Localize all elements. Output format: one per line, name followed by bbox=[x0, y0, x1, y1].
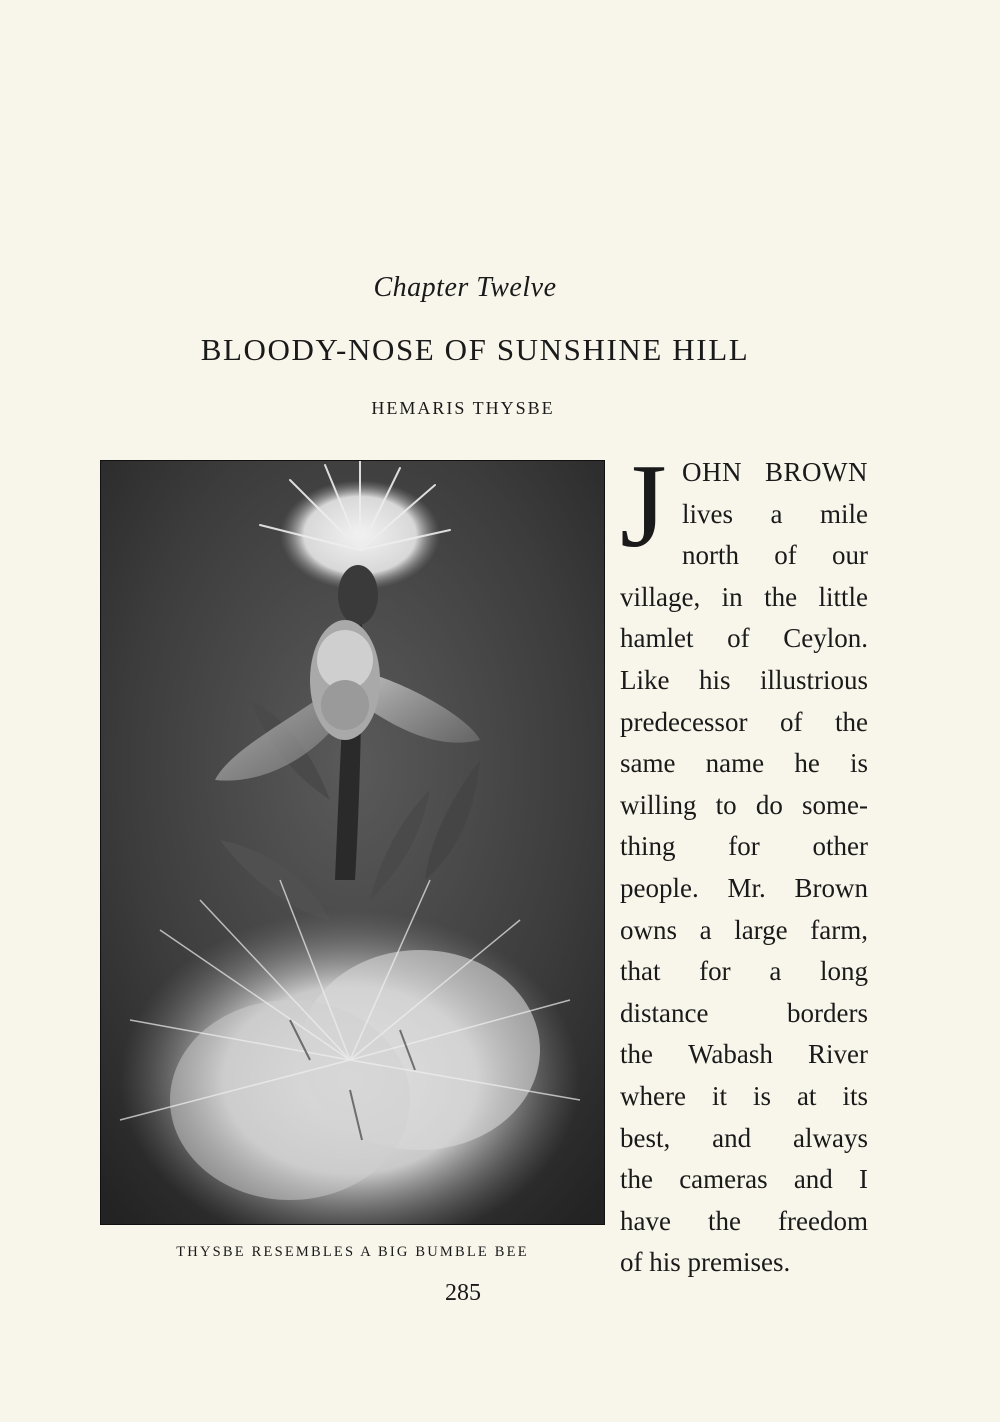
text-line: same name he is bbox=[620, 748, 868, 779]
text-line: owns a large farm, bbox=[620, 914, 868, 945]
figure-caption: THYSBE RESEMBLES A BIG BUMBLE BEE bbox=[176, 1244, 529, 1260]
drop-cap: J bbox=[620, 439, 667, 572]
text-line: the cameras and I bbox=[620, 1164, 868, 1195]
chapter-heading: Chapter Twelve bbox=[373, 272, 557, 303]
text-line: the Wabash River bbox=[620, 1039, 868, 1070]
text-line: have the freedom bbox=[620, 1205, 868, 1236]
text-line: willing to do some- bbox=[620, 789, 868, 820]
text-line: OHN BROWN bbox=[682, 457, 868, 487]
moth-on-thistle-photo bbox=[100, 460, 605, 1225]
text-line: Like his illustrious bbox=[620, 664, 868, 695]
page-number: 285 bbox=[445, 1280, 481, 1306]
text-line: that for a long bbox=[620, 956, 868, 987]
text-line: hamlet of Ceylon. bbox=[620, 623, 868, 654]
text-line: best, and always bbox=[620, 1122, 868, 1153]
text-line: thing for other bbox=[620, 831, 868, 862]
chapter-title: BLOODY-NOSE OF SUNSHINE HILL bbox=[200, 332, 750, 367]
text-line: where it is at its bbox=[620, 1080, 868, 1111]
text-line: people. Mr. Brown bbox=[620, 872, 868, 903]
text-line: predecessor of the bbox=[620, 706, 868, 737]
text-line: village, in the little bbox=[620, 581, 868, 612]
text-line: distance borders bbox=[620, 997, 868, 1028]
text-line: north of our bbox=[682, 540, 868, 571]
text-line: lives a mile bbox=[682, 498, 868, 529]
body-text bbox=[620, 439, 868, 1284]
species-subtitle: HEMARIS THYSBE bbox=[371, 398, 555, 418]
text-line: of his premises. bbox=[620, 1247, 791, 1278]
